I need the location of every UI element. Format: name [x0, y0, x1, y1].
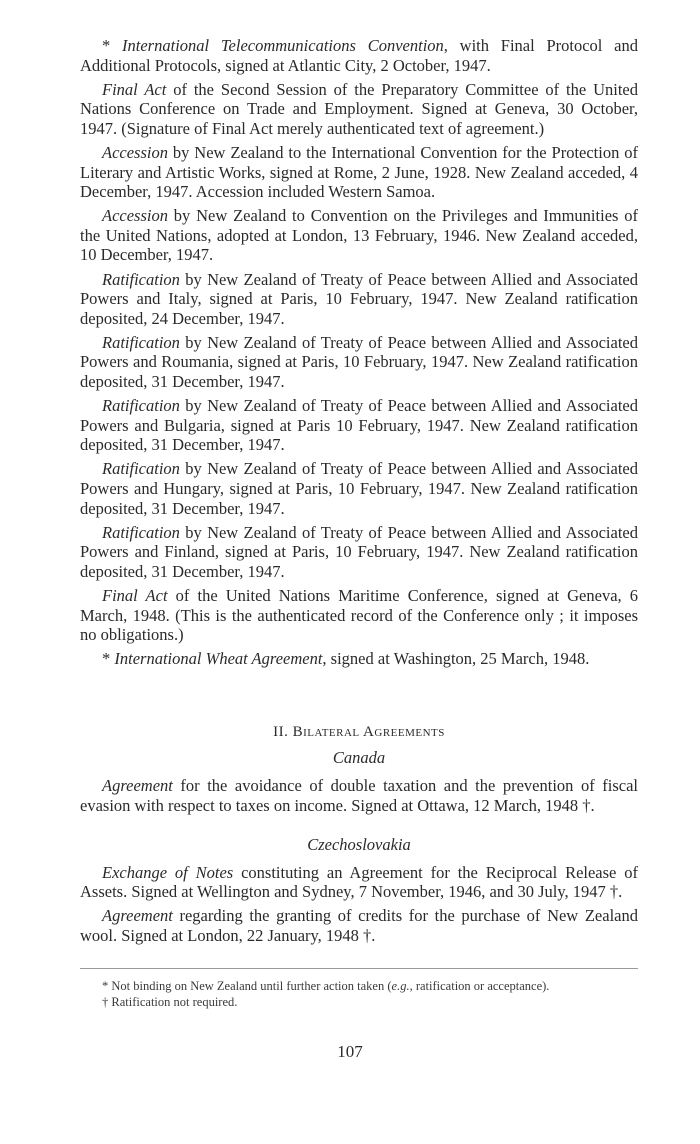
- page-number: 107: [337, 1042, 363, 1061]
- section-heading-bilateral: II. Bilateral Agreements: [273, 723, 445, 740]
- entry-czechoslovakia-exchange-of-notes: Exchange of Notes constituting an Agreement for the Reciprocal Release of Assets. Signed at Wellington and Sydney, 7 November, 1946, and 30 July, 1947 †.: [80, 862, 638, 902]
- country-heading-czechoslovakia: Czechoslovakia: [307, 835, 411, 855]
- entry-final-act-trade-employment: Final Act of the Second Session of the Preparatory Committee of the United Nations Conference on Trade and Employment. Signed at Geneva, 30 October, 1947. (Signature of Final Act merely authenticated text of agreement.): [80, 79, 638, 138]
- entry-accession-literary-artistic: Accession by New Zealand to the International Convention for the Protection of Literary and Artistic Works, signed at Rome, 2 June, 1928. New Zealand acceded, 4 December, 1947. Accession included Western Samoa.: [80, 142, 638, 202]
- entry-final-act-maritime: Final Act of the United Nations Maritime Conference, signed at Geneva, 6 March, 1948. (This is the authenticated record of the Conference only ; it imposes no obligations.): [80, 585, 639, 645]
- entry-czechoslovakia-wool-credits: Agreement regarding the granting of credits for the purchase of New Zealand wool. Signed at London, 22 January, 1948 †.: [80, 906, 638, 946]
- entry-wheat-agreement: * International Wheat Agreement, signed at Washington, 25 March, 1948.: [102, 649, 590, 669]
- entry-accession-privileges-immunities: Accession by New Zealand to Convention on the Privileges and Immunities of the United Nations, adopted at London, 13 February, 1946. New Zealand acceded, 10 December, 1947.: [80, 206, 638, 265]
- entry-telecommunications-convention: * International Telecommunications Convention, with Final Protocol and Additional Protocols, signed at Atlantic City, 2 October, 1947.: [80, 36, 638, 75]
- entry-ratification-hungary: Ratification by New Zealand of Treaty of Peace between Allied and Associated Powers and Hungary, signed at Paris, 10 February, 1947. New Zealand ratification deposited, 31 December, 1947.: [80, 459, 638, 518]
- entry-ratification-italy: Ratification by New Zealand of Treaty of Peace between Allied and Associated Powers and Italy, signed at Paris, 10 February, 1947. New Zealand ratification deposited, 24 December, 1947.: [80, 269, 638, 328]
- footnote-dagger: † Ratification not required.: [102, 995, 238, 1009]
- footnotes: [80, 968, 638, 1010]
- entry-ratification-bulgaria: Ratification by New Zealand of Treaty of Peace between Allied and Associated Powers and Bulgaria, signed at Paris 10 February, 1947. New Zealand ratification deposited, 31 December, 1947.: [80, 396, 638, 455]
- footnote-star: * Not binding on New Zealand until further action taken (e.g., ratification or acceptance).: [102, 979, 550, 993]
- body-text: [80, 36, 638, 950]
- country-heading-canada: Canada: [332, 748, 386, 768]
- entry-canada-double-taxation: Agreement for the avoidance of double taxation and the prevention of fiscal evasion with respect to taxes on income. Signed at Ottawa, 12 March, 1948 †.: [80, 776, 638, 815]
- entry-ratification-roumania: Ratification by New Zealand of Treaty of Peace between Allied and Associated Powers and Roumania, signed at Paris, 10 February, 1947. New Zealand ratification deposited, 31 December, 1947.: [80, 332, 638, 391]
- entry-ratification-finland: Ratification by New Zealand of Treaty of Peace between Allied and Associated Powers and Finland, signed at Paris, 10 February, 1947. New Zealand ratification deposited, 31 December, 1947.: [80, 522, 638, 581]
